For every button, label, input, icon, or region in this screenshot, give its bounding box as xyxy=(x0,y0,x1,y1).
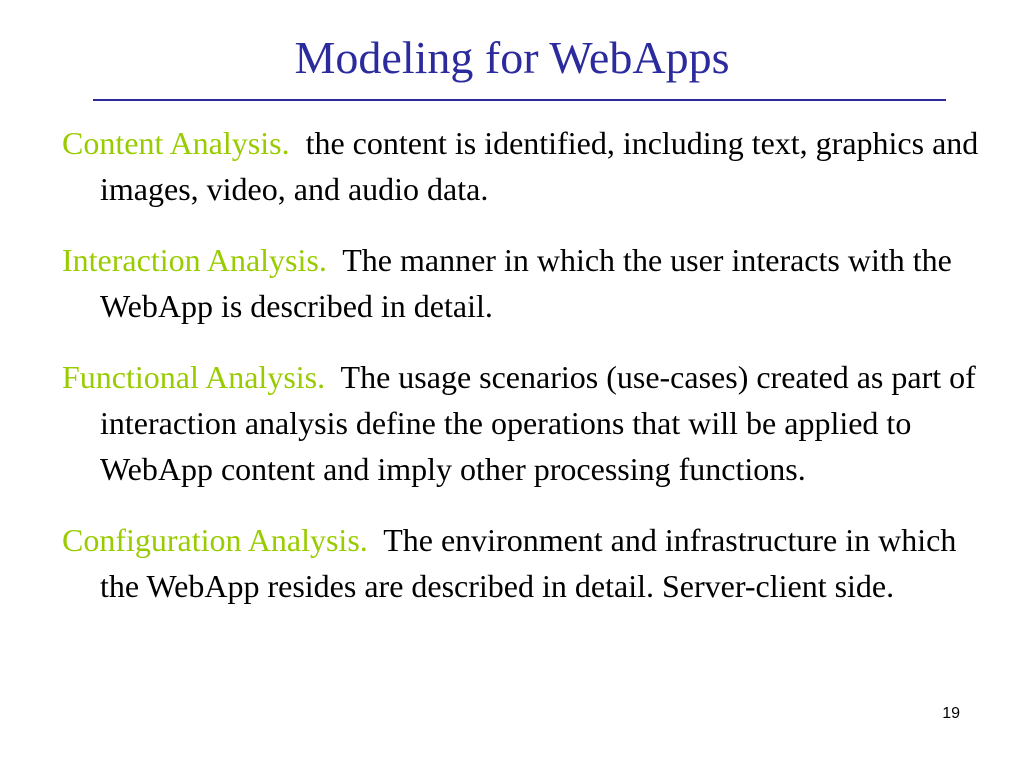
desc-content-analysis: the content is identified, including text, graphics and images, video, and audio data. xyxy=(100,125,979,207)
desc-interaction-analysis: The manner in which the user interacts with the WebApp is described in detail. xyxy=(100,242,952,324)
term-interaction-analysis: Interaction Analysis. xyxy=(62,242,327,278)
bullet-functional-analysis xyxy=(62,354,982,492)
page-number: 19 xyxy=(942,705,960,722)
desc-configuration-analysis: The environment and infrastructure in which the WebApp resides are described in detail. Server-client side. xyxy=(100,522,957,604)
bullet-content-analysis xyxy=(62,120,982,212)
term-functional-analysis: Functional Analysis. xyxy=(62,359,326,395)
slide-title: Modeling for WebApps xyxy=(294,32,730,83)
term-content-analysis: Content Analysis. xyxy=(62,125,290,161)
term-configuration-analysis: Configuration Analysis. xyxy=(62,522,368,558)
bullet-configuration-analysis xyxy=(62,517,982,609)
slide-body xyxy=(62,120,982,634)
desc-functional-analysis: The usage scenarios (use-cases) created as part of interaction analysis define the operations that will be applied to WebApp content and imply other processing functions. xyxy=(100,359,976,487)
title-divider xyxy=(93,99,946,101)
bullet-interaction-analysis xyxy=(62,237,982,329)
